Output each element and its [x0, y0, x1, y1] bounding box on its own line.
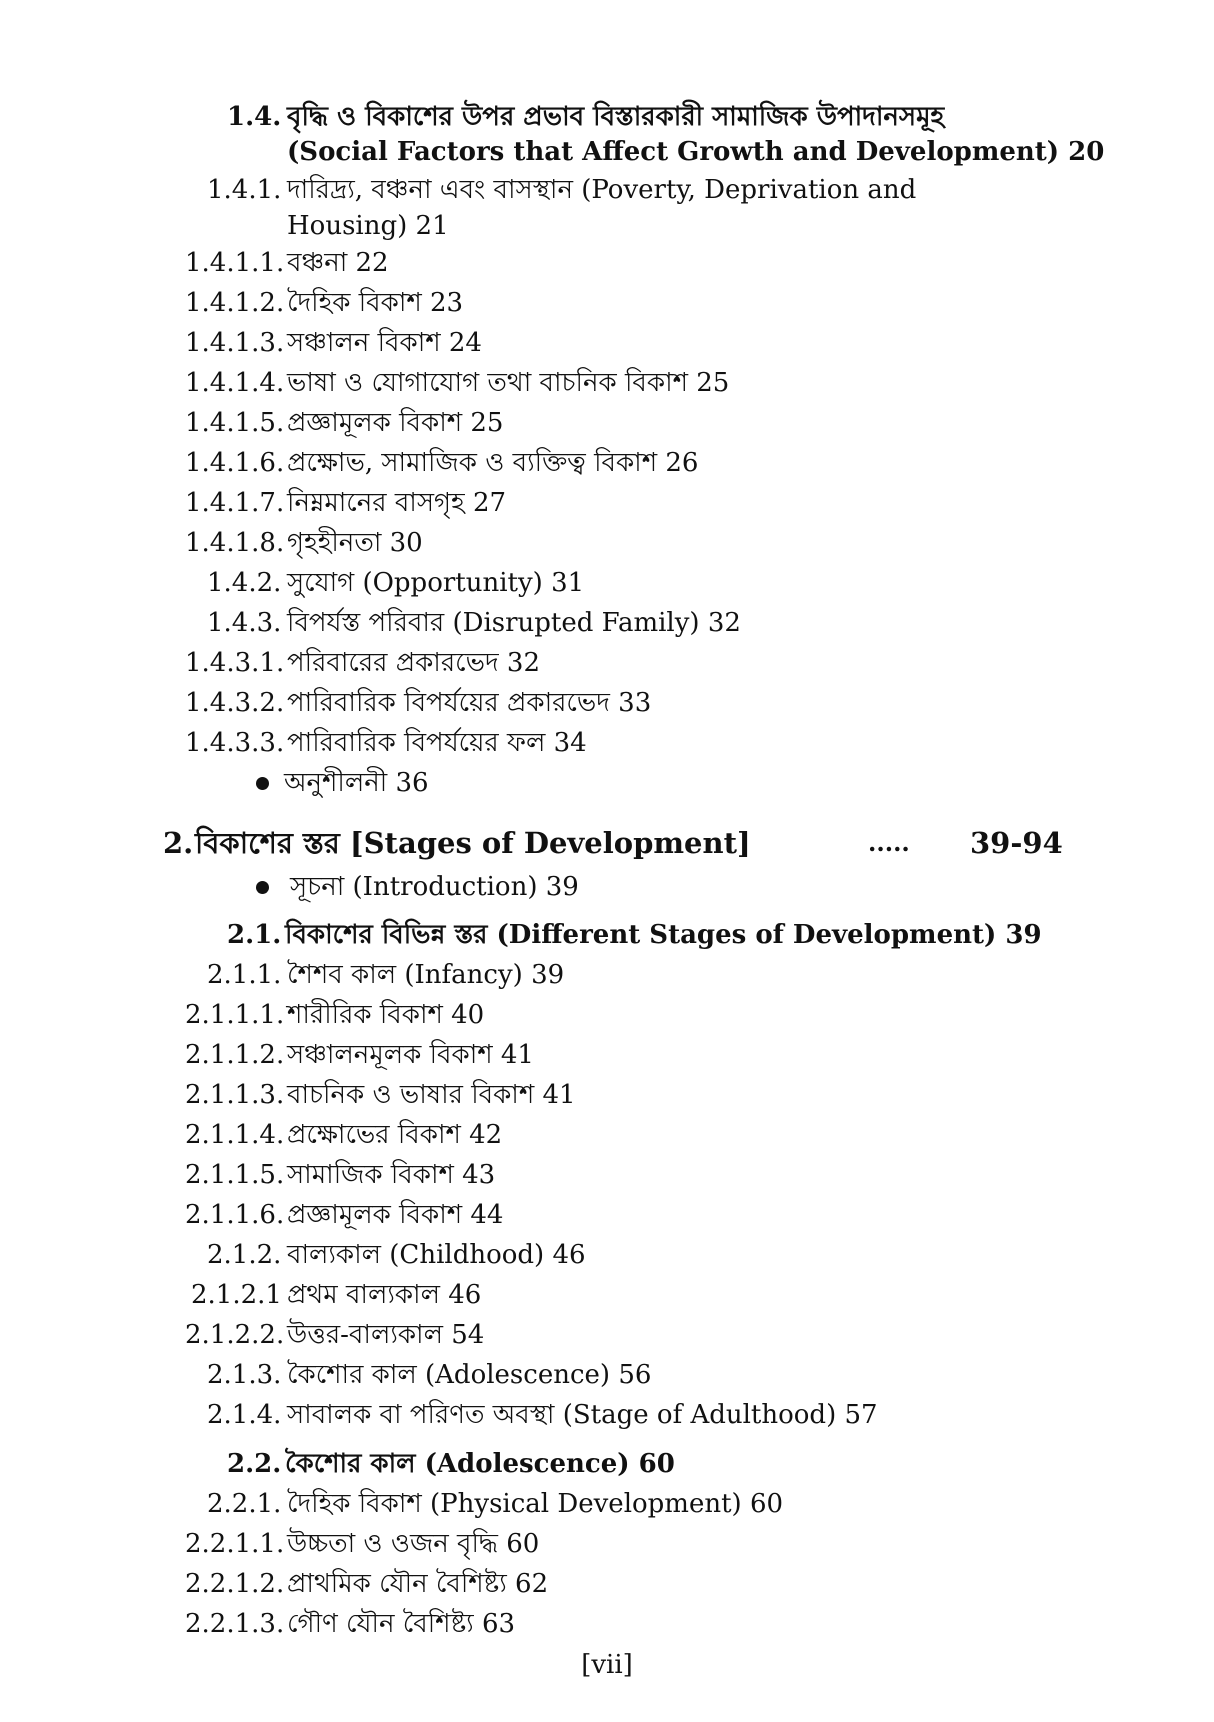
entry-number: 2.2.1.3.	[185, 1609, 285, 1639]
entry-title: বিপর্যস্ত পরিবার (Disrupted Family) 32	[287, 608, 741, 638]
entry-number: 2.2.1.	[207, 1489, 282, 1519]
entry-title: নিম্নমানের বাসগৃহ 27	[287, 488, 507, 518]
entry-title: বৃদ্ধি ও বিকাশের উপর প্রভাব বিস্তারকারী সামাজিক উপাদানসমূহ	[287, 102, 945, 132]
entry-title: বঞ্চনা 22	[287, 248, 389, 278]
entry-title: গৌণ যৌন বৈশিষ্ট্য 63	[287, 1609, 516, 1639]
entry-number: 1.4.1.3.	[185, 328, 285, 358]
chapter-title: বিকাশের স্তর [Stages of Development]	[195, 826, 751, 860]
entry-title: প্রাথমিক যৌন বৈশিষ্ট্য 62	[287, 1569, 549, 1599]
entry-title: প্রক্ষোভ, সামাজিক ও ব্যক্তিত্ব বিকাশ 26	[287, 448, 699, 478]
entry-title: সঞ্চালনমূলক বিকাশ 41	[287, 1040, 534, 1070]
entry-number: 2.1.1.6.	[185, 1200, 285, 1230]
entry-title: সুযোগ (Opportunity) 31	[287, 568, 585, 598]
entry-title: দারিদ্র্য, বঞ্চনা এবং বাসস্থান (Poverty, Deprivation and	[287, 175, 917, 205]
entry-number: 1.4.1.7.	[185, 488, 285, 518]
entry-number: 1.4.3.2.	[185, 688, 285, 718]
entry-title: সামাজিক বিকাশ 43	[287, 1160, 496, 1190]
entry-title: উচ্চতা ও ওজন বৃদ্ধি 60	[287, 1529, 540, 1559]
entry-title: দৈহিক বিকাশ 23	[287, 288, 464, 318]
entry-number: 1.4.1.1.	[185, 248, 285, 278]
entry-title: কৈশোর কাল (Adolescence) 60	[285, 1449, 675, 1479]
chapter-number: 2.	[163, 826, 194, 860]
entry-title: প্রক্ষোভের বিকাশ 42	[287, 1120, 503, 1150]
bullet-icon	[256, 777, 269, 790]
entry-number: 1.4.1.5.	[185, 408, 285, 438]
entry-number: 1.4.1.2.	[185, 288, 285, 318]
entry-title: বাচনিক ও ভাষার বিকাশ 41	[287, 1080, 576, 1110]
entry-title: কৈশোর কাল (Adolescence) 56	[287, 1360, 652, 1390]
entry-title: উত্তর-বাল্যকাল 54	[287, 1320, 485, 1350]
entry-title: প্রথম বাল্যকাল 46	[287, 1280, 482, 1310]
entry-title: বাল্যকাল (Childhood) 46	[287, 1240, 586, 1270]
entry-title: Housing) 21	[287, 211, 449, 241]
entry-number: 2.2.1.1.	[185, 1529, 285, 1559]
entry-number: 1.4.3.3.	[185, 728, 285, 758]
entry-title: বিকাশের বিভিন্ন স্তর (Different Stages of Development) 39	[285, 920, 1042, 950]
entry-title: শৈশব কাল (Infancy) 39	[287, 960, 565, 990]
entry-number: 2.1.3.	[207, 1360, 282, 1390]
chapter-page-range: 39-94	[970, 826, 1063, 860]
entry-title: শারীরিক বিকাশ 40	[287, 1000, 485, 1030]
entry-title: দৈহিক বিকাশ (Physical Development) 60	[287, 1489, 784, 1519]
entry-number: 1.4.1.	[207, 175, 282, 205]
entry-number: 2.1.2.1	[191, 1280, 282, 1310]
entry-number: 1.4.	[227, 102, 282, 132]
entry-title: (Social Factors that Affect Growth and Development) 20	[287, 137, 1105, 167]
entry-title: সঞ্চালন বিকাশ 24	[287, 328, 482, 358]
entry-title: সূচনা (Introduction) 39	[290, 872, 579, 902]
entry-title: ভাষা ও যোগাযোগ তথা বাচনিক বিকাশ 25	[287, 368, 730, 398]
page-folio: [vii]	[581, 1650, 633, 1680]
entry-number: 2.1.1.2.	[185, 1040, 285, 1070]
entry-number: 1.4.1.6.	[185, 448, 285, 478]
entry-number: 2.2.1.2.	[185, 1569, 285, 1599]
entry-title: প্রজ্ঞামূলক বিকাশ 44	[287, 1200, 504, 1230]
entry-number: 1.4.3.	[207, 608, 282, 638]
entry-number: 2.1.1.4.	[185, 1120, 285, 1150]
entry-number: 2.1.4.	[207, 1400, 282, 1430]
entry-title: সাবালক বা পরিণত অবস্থা (Stage of Adulthood) 57	[287, 1400, 878, 1430]
entry-number: 2.1.	[227, 920, 282, 950]
entry-number: 2.1.2.2.	[185, 1320, 285, 1350]
entry-number: 2.1.2.	[207, 1240, 282, 1270]
bullet-icon	[256, 881, 269, 894]
entry-title: গৃহহীনতা 30	[287, 528, 423, 558]
entry-number: 1.4.1.8.	[185, 528, 285, 558]
entry-number: 2.1.1.	[207, 960, 282, 990]
entry-number: 2.1.1.1.	[185, 1000, 285, 1030]
entry-title: পারিবারিক বিপর্যয়ের ফল 34	[287, 728, 587, 758]
entry-title: অনুশীলনী 36	[284, 768, 429, 798]
entry-title: পরিবারের প্রকারভেদ 32	[287, 648, 540, 678]
entry-title: পারিবারিক বিপর্যয়ের প্রকারভেদ 33	[287, 688, 652, 718]
entry-title: প্রজ্ঞামূলক বিকাশ 25	[287, 408, 504, 438]
entry-number: 2.1.1.5.	[185, 1160, 285, 1190]
entry-number: 2.2.	[227, 1449, 282, 1479]
entry-number: 1.4.2.	[207, 568, 282, 598]
entry-number: 1.4.1.4.	[185, 368, 285, 398]
entry-number: 2.1.1.3.	[185, 1080, 285, 1110]
chapter-leader-dots: .....	[868, 828, 910, 857]
entry-number: 1.4.3.1.	[185, 648, 285, 678]
